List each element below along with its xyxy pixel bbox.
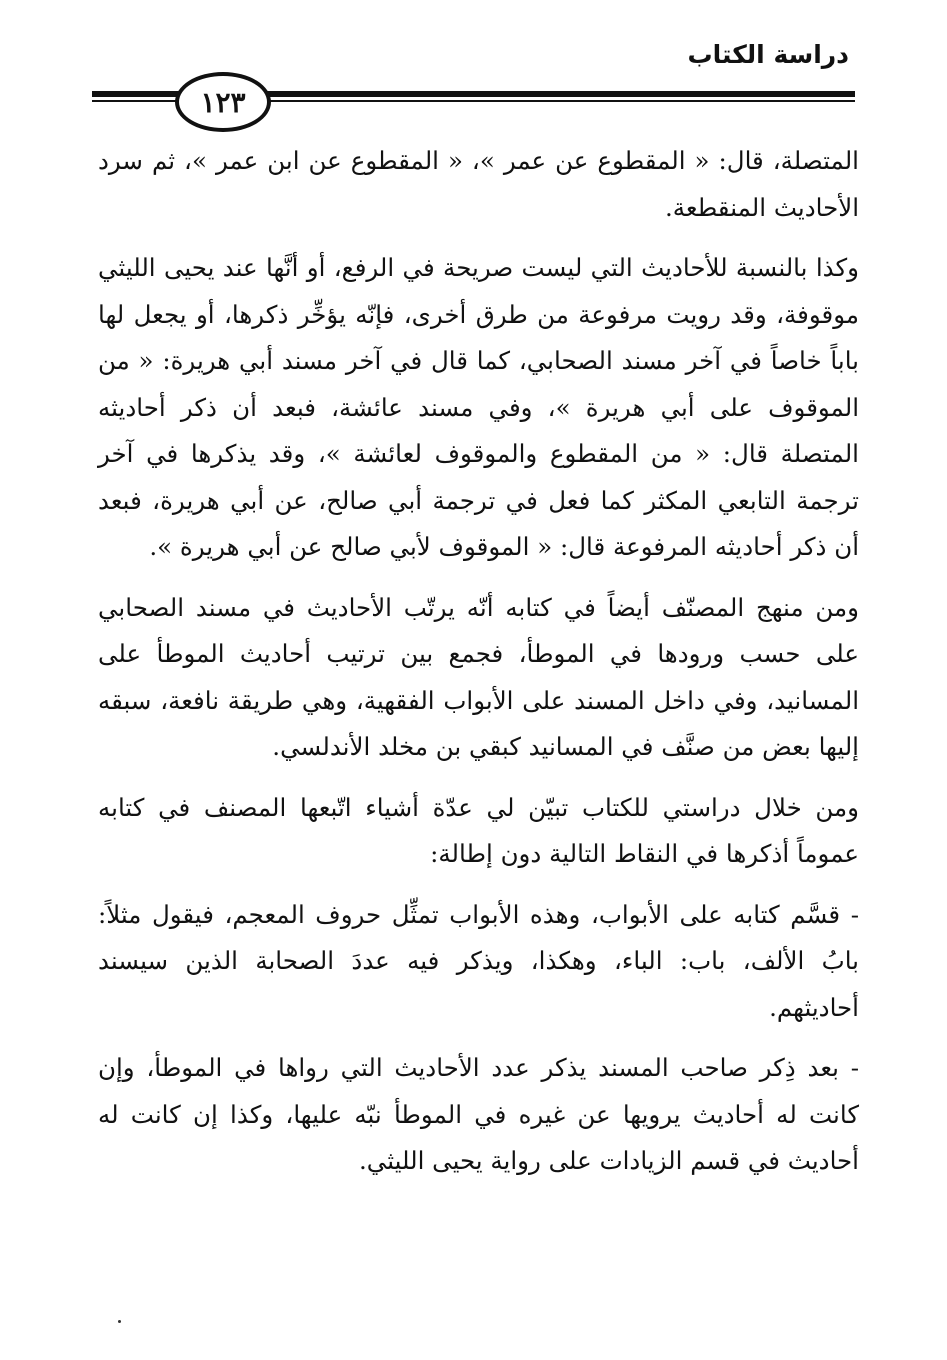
paragraph: ومن منهج المصنّف أيضاً في كتابه أنّه يرتّب الأحاديث في مسند الصحابي على حسب ورودها في الموطأ، فجمع بين ترتيب أحاديث الموطأ على المسانيد، وفي داخل المسند على الأبواب الفقهية، وهي طريقة نافعة، سبقه إليها بعض من صنَّف في المسانيد كبقي بن مخلد الأندلسي. <box>98 592 859 761</box>
page-header <box>0 0 947 130</box>
paragraph: ومن خلال دراستي للكتاب تبيّن لي عدّة أشياء اتّبعها المصنف في كتابه عموماً أذكرها في النقاط التالية دون إطالة: <box>98 792 859 868</box>
list-item: - قسَّم كتابه على الأبواب، وهذه الأبواب تمثِّل حروف المعجم، فيقول مثلاً: بابُ الألف، باب: الباء، وهكذا، ويذكر فيه عددَ الصحابة الذين سيسند أحاديثهم. <box>98 899 859 1022</box>
paragraph: وكذا بالنسبة للأحاديث التي ليست صريحة في الرفع، أو أنَّها عند يحيى الليثي موقوفة، وقد رويت مرفوعة من طرق أخرى، فإنّه يؤخِّر ذكرها، أو يجعل لها باباً خاصاً في آخر مسند الصحابي، كما قال في آخر مسند أبي هريرة: « من الموقوف على أبي هريرة »، وفي مسند عائشة، فبعد أن ذكر أحاديثه المتصلة قال: « من المقطوع والموقوف لعائشة »، وقد يذكرها في آخر ترجمة التابعي المكثر كما فعل في ترجمة أبي صالح، عن أبي هريرة، فبعد أن ذكر أحاديثه المرفوعة قال: « الموقوف لأبي صالح عن أبي هريرة ». <box>98 253 859 561</box>
speck-mark <box>118 1320 121 1323</box>
page-body <box>98 138 859 1199</box>
page-number: ١٢٣ <box>200 85 246 119</box>
paragraph: المتصلة، قال: « المقطوع عن عمر »، « المقطوع عن ابن عمر »، ثم سرد الأحاديث المنقطعة. <box>98 146 859 222</box>
list-item: - بعد ذِكر صاحب المسند يذكر عدد الأحاديث التي رواها في الموطأ، وإن كانت له أحاديث يرويها عن غيره في الموطأ نبّه عليها، وكذا إن كانت له أحاديث في قسم الزيادات على رواية يحيى الليثي. <box>98 1053 859 1175</box>
page-number-badge <box>175 72 271 132</box>
running-title: دراسة الكتاب <box>687 40 849 69</box>
